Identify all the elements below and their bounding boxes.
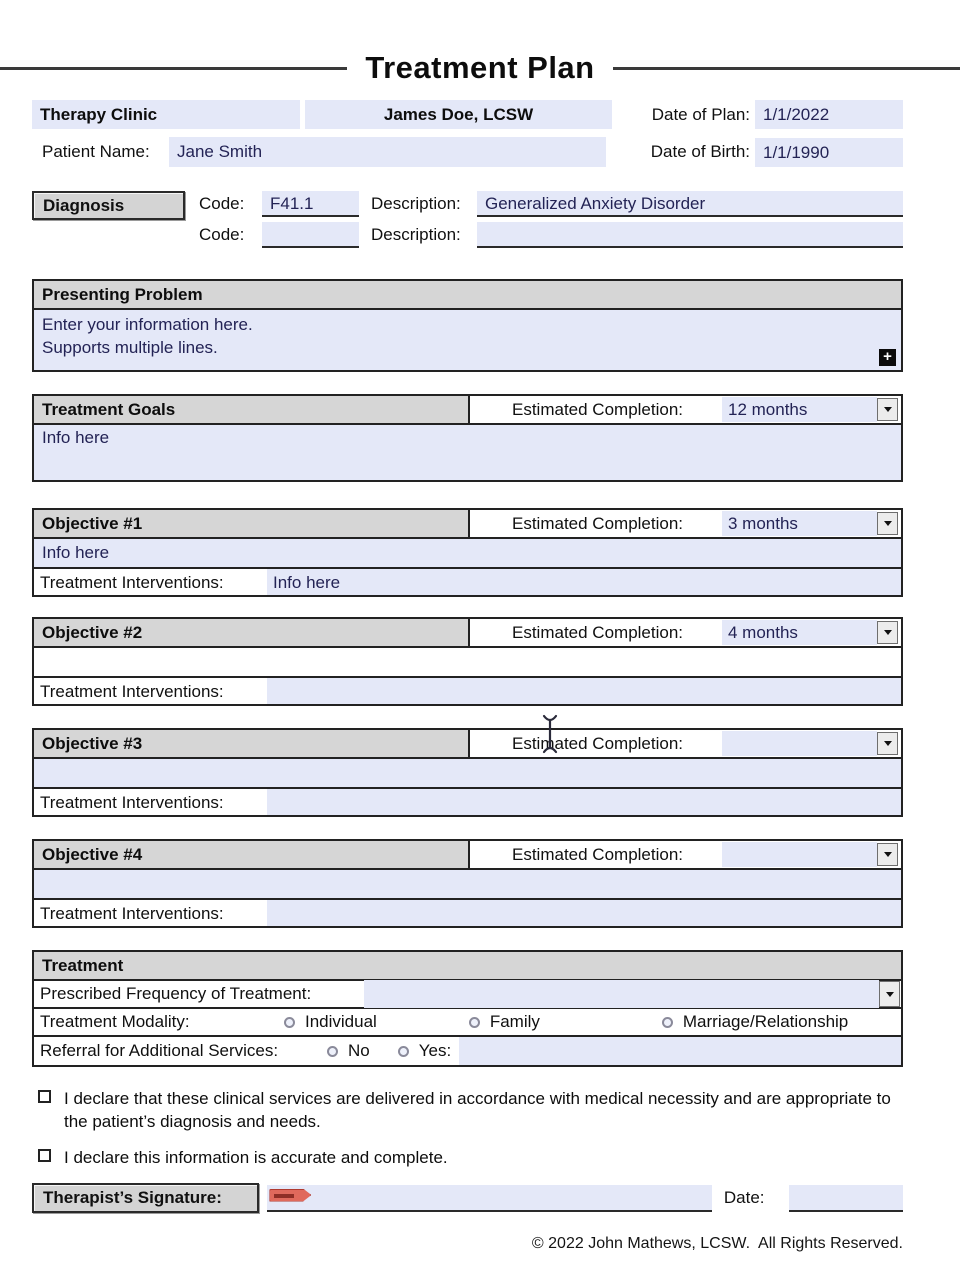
therapist-name-field[interactable]: James Doe, LCSW (305, 100, 612, 129)
referral-option-yes[interactable] (398, 1041, 451, 1061)
date-of-plan-field[interactable]: 1/1/2022 (755, 100, 903, 129)
dropdown-arrow-button[interactable] (877, 398, 898, 421)
objective-4-interventions-row (34, 898, 901, 926)
modality-option-family[interactable] (469, 1012, 540, 1032)
presenting-problem-line-2: Supports multiple lines. (42, 338, 218, 357)
chevron-down-icon (884, 852, 892, 857)
frequency-row (34, 981, 901, 1009)
date-of-birth-label: Date of Birth: (650, 142, 750, 161)
signature-row (32, 1183, 903, 1213)
radio-marriage[interactable] (662, 1017, 673, 1028)
frequency-label: Prescribed Frequency of Treatment: (40, 984, 312, 1003)
modality-row (34, 1009, 901, 1037)
diagnosis-section (32, 191, 903, 253)
code-label: Code: (199, 194, 245, 213)
presenting-problem-input[interactable] (34, 310, 901, 370)
description-label: Description: (371, 225, 461, 244)
objective-2-interventions-input[interactable] (267, 678, 901, 704)
goals-completion-value[interactable]: 12 months (722, 397, 877, 422)
diagnosis-code-field-2[interactable] (262, 222, 359, 248)
declaration-2 (32, 1146, 903, 1169)
frequency-value[interactable] (364, 980, 879, 1008)
treatment-interventions-label: Treatment Interventions: (34, 569, 267, 595)
referral-row (34, 1037, 901, 1065)
objective-3-input[interactable] (34, 759, 901, 787)
title-rule-left (0, 67, 347, 70)
treatment-section (32, 950, 903, 1067)
declaration-1-checkbox[interactable] (38, 1090, 51, 1103)
description-label: Description: (371, 194, 461, 213)
presenting-problem-line-1: Enter your information here. (42, 315, 253, 334)
diagnosis-rows (199, 191, 903, 253)
dropdown-arrow-button[interactable] (877, 512, 898, 535)
treatment-goals-title: Treatment Goals (42, 400, 176, 419)
header-row-2 (32, 137, 903, 167)
radio-individual[interactable] (284, 1017, 295, 1028)
header-row-1 (32, 100, 903, 129)
treatment-goals-input[interactable]: Info here (34, 425, 901, 480)
modality-family-label: Family (489, 1012, 540, 1031)
date-of-birth-group (636, 138, 903, 167)
signature-date-input[interactable] (789, 1185, 903, 1212)
date-of-plan-group (636, 100, 903, 129)
objective-2-section (32, 617, 903, 706)
objective-4-input[interactable] (34, 870, 901, 898)
title-row (0, 50, 960, 86)
estimated-completion-label: Estimated Completion: (512, 513, 684, 533)
objective-1-header (34, 510, 901, 539)
text-cursor-pointer (542, 714, 558, 754)
treatment-interventions-label: Treatment Interventions: (34, 900, 267, 926)
dropdown-arrow-button[interactable] (877, 621, 898, 644)
treatment-interventions-label: Treatment Interventions: (34, 678, 267, 704)
referral-label: Referral for Additional Services: (40, 1041, 279, 1060)
diagnosis-code-field-1[interactable]: F41.1 (262, 191, 359, 217)
diagnosis-description-field-1[interactable]: Generalized Anxiety Disorder (477, 191, 903, 217)
referral-other-input[interactable] (459, 1037, 901, 1065)
objective-3-section (32, 728, 903, 817)
objective-4-interventions-input[interactable] (267, 900, 901, 926)
copyright-text: © 2022 John Mathews, LCSW. All Rights Reserved. (531, 1235, 903, 1252)
estimated-completion-label: Estimated Completion: (512, 733, 684, 753)
objective-1-completion-value[interactable]: 3 months (722, 511, 877, 536)
chevron-down-icon (886, 992, 894, 997)
radio-yes[interactable] (398, 1046, 409, 1057)
sign-here-tag-icon[interactable] (269, 1189, 311, 1202)
date-of-birth-field[interactable]: 1/1/1990 (755, 138, 903, 167)
objective-1-section (32, 508, 903, 597)
estimated-completion-label: Estimated Completion: (512, 399, 684, 419)
objective-4-title: Objective #4 (42, 845, 143, 864)
treatment-title: Treatment (42, 956, 124, 975)
chevron-down-icon (884, 741, 892, 746)
dropdown-arrow-button[interactable] (879, 981, 900, 1007)
treatment-goals-section (32, 394, 903, 482)
estimated-completion-area (468, 841, 901, 868)
chevron-down-icon (884, 521, 892, 526)
page-title: Treatment Plan (365, 50, 595, 85)
diagnosis-section-label: Diagnosis (32, 191, 185, 220)
radio-family[interactable] (469, 1017, 480, 1028)
objective-4-header (34, 841, 901, 870)
modality-option-individual[interactable] (284, 1012, 377, 1032)
modality-marriage-label: Marriage/Relationship (682, 1012, 849, 1031)
therapist-signature-label: Therapist’s Signature: (32, 1183, 259, 1213)
modality-individual-label: Individual (305, 1012, 377, 1031)
treatment-goals-header (34, 396, 901, 425)
objective-3-title: Objective #3 (42, 734, 143, 753)
date-of-plan-label: Date of Plan: (651, 104, 750, 124)
title-rule-right (613, 67, 960, 70)
dropdown-arrow-button[interactable] (877, 732, 898, 755)
chevron-down-icon (884, 630, 892, 635)
treatment-header (34, 952, 901, 981)
estimated-completion-area (468, 510, 901, 537)
presenting-problem-header (34, 281, 901, 310)
code-label: Code: (199, 225, 245, 244)
presenting-problem-title: Presenting Problem (42, 285, 203, 304)
goals-completion-dropdown[interactable] (722, 397, 898, 422)
radio-no[interactable] (327, 1046, 338, 1057)
objective-3-completion-dropdown[interactable] (722, 731, 898, 756)
referral-option-no[interactable] (327, 1041, 370, 1061)
diagnosis-description-field-2[interactable] (477, 222, 903, 248)
objective-2-input[interactable] (34, 648, 901, 676)
presenting-problem-section (32, 279, 903, 372)
patient-name-field[interactable]: Jane Smith (169, 137, 606, 167)
treatment-plan-form (0, 50, 960, 1280)
diagnosis-row-2 (199, 222, 903, 248)
objective-2-interventions-row (34, 676, 901, 704)
declaration-1-text: I declare that these clinical services are delivered in accordance with medical necessity and are appropriate to the patient’s diagnosis and needs. (64, 1089, 891, 1131)
diagnosis-row-1 (199, 191, 903, 217)
objective-3-header (34, 730, 901, 759)
modality-label: Treatment Modality: (40, 1012, 190, 1031)
expand-plus-icon[interactable]: + (879, 349, 896, 366)
objective-1-input[interactable]: Info here (34, 539, 901, 567)
objective-2-completion-dropdown[interactable] (722, 620, 898, 645)
objective-3-interventions-input[interactable] (267, 789, 901, 815)
estimated-completion-label: Estimated Completion: (512, 622, 684, 642)
objective-1-title: Objective #1 (42, 514, 143, 533)
clinic-name-field[interactable]: Therapy Clinic (32, 100, 300, 129)
objective-1-interventions-row (34, 567, 901, 595)
frequency-dropdown[interactable] (364, 980, 901, 1008)
signature-input[interactable] (267, 1185, 711, 1212)
objective-4-completion-value[interactable] (722, 842, 877, 867)
referral-no-label: No (348, 1041, 370, 1060)
objective-1-interventions-input[interactable]: Info here (267, 569, 901, 595)
objective-1-completion-dropdown[interactable] (722, 511, 898, 536)
estimated-completion-area (468, 619, 901, 646)
objective-2-completion-value[interactable]: 4 months (722, 620, 877, 645)
declaration-2-text: I declare this information is accurate and complete. (64, 1148, 448, 1167)
dropdown-arrow-button[interactable] (877, 843, 898, 866)
estimated-completion-area (468, 730, 901, 757)
objective-3-interventions-row (34, 787, 901, 815)
chevron-down-icon (884, 407, 892, 412)
objective-4-completion-dropdown[interactable] (722, 842, 898, 867)
declaration-2-checkbox[interactable] (38, 1149, 51, 1162)
objective-3-completion-value[interactable] (722, 731, 877, 756)
declaration-1 (32, 1087, 903, 1133)
modality-option-marriage[interactable] (662, 1012, 848, 1032)
treatment-interventions-label: Treatment Interventions: (34, 789, 267, 815)
objective-4-section (32, 839, 903, 928)
objective-2-header (34, 619, 901, 648)
estimated-completion-label: Estimated Completion: (512, 844, 684, 864)
referral-yes-label: Yes: (418, 1041, 452, 1060)
patient-name-label: Patient Name: (42, 142, 150, 161)
signature-date-label: Date: (723, 1188, 765, 1207)
estimated-completion-area (468, 396, 901, 423)
objective-2-title: Objective #2 (42, 623, 143, 642)
